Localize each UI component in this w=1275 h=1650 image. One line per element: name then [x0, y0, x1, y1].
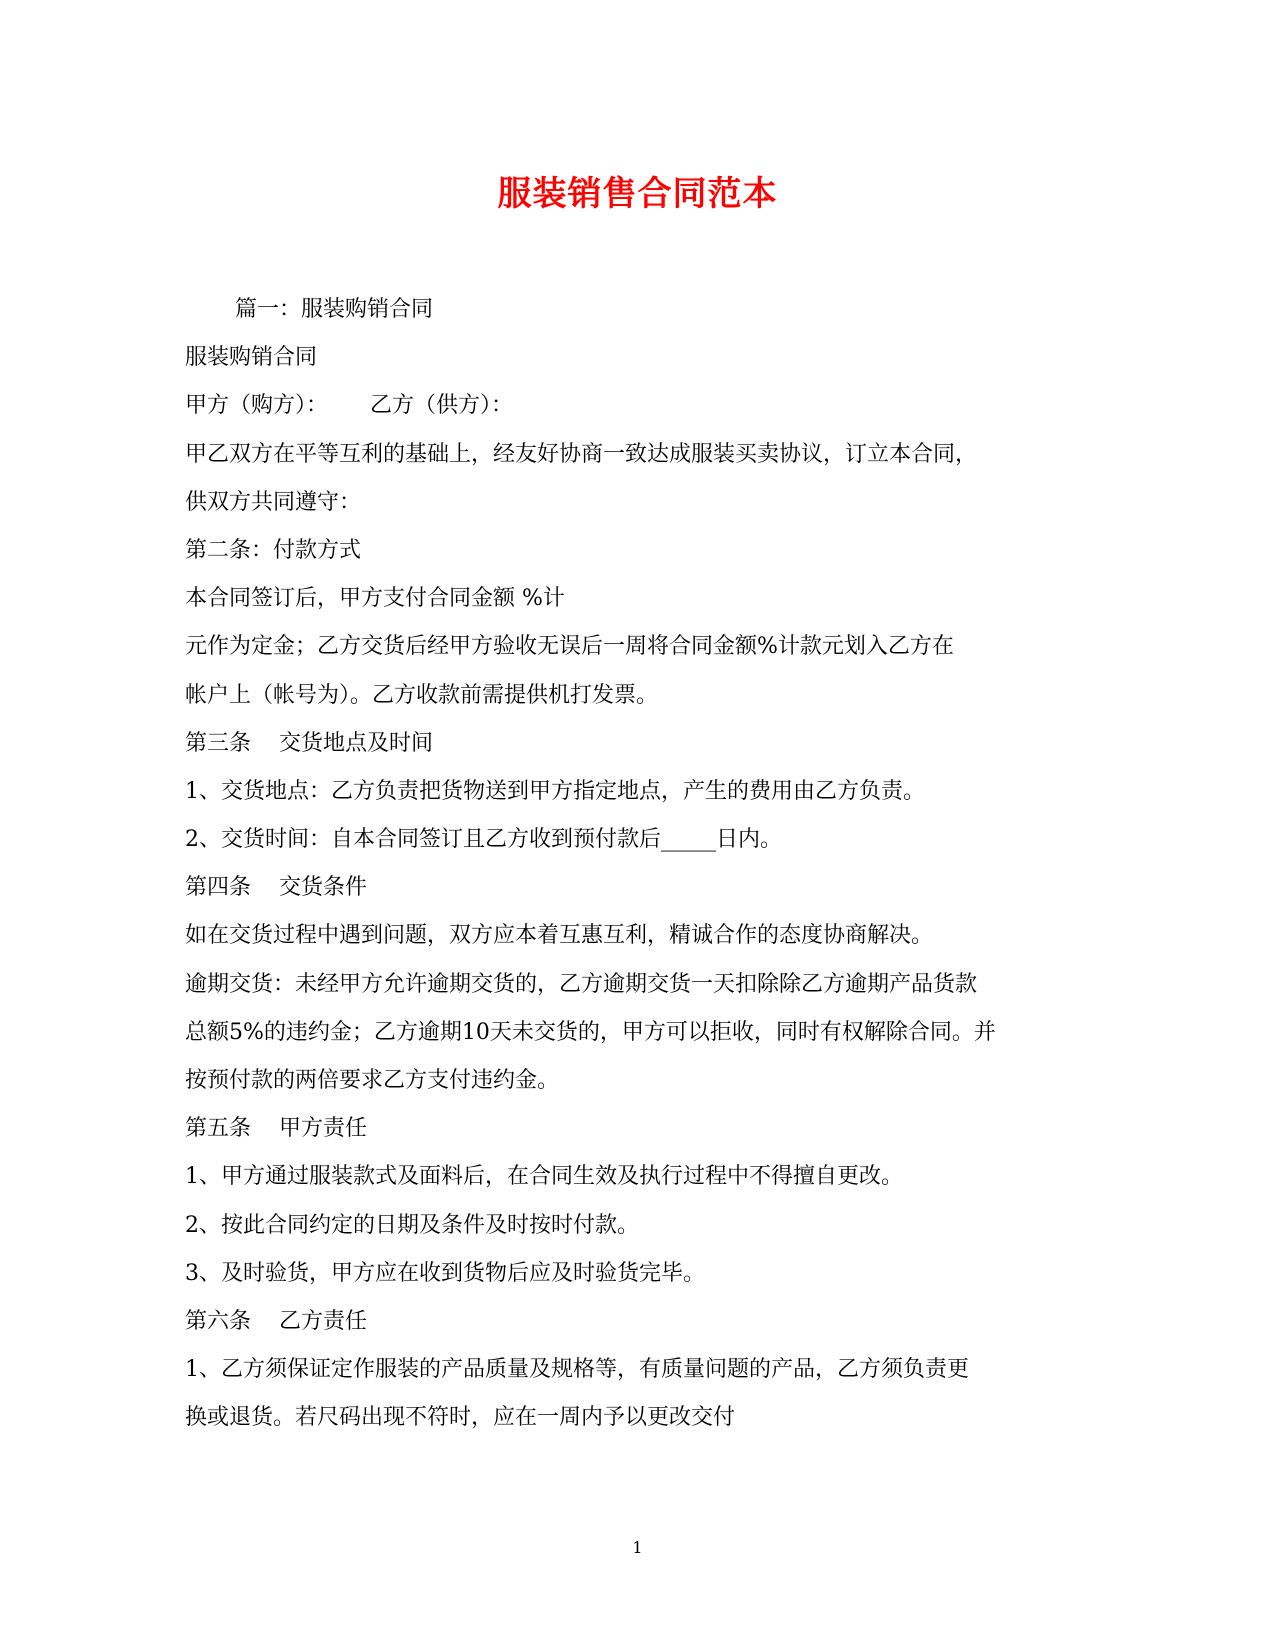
- parties-line: 甲方（购方）： 乙方（供方）：: [185, 393, 513, 419]
- paragraph-line: 供双方共同遵守：: [185, 489, 362, 515]
- list-item: 3、及时验货，甲方应在收到货物后应及时验货完毕。: [185, 1260, 705, 1286]
- paragraph-line: 如在交货过程中遇到问题，双方应本着互惠互利，精诚合作的态度协商解决。: [185, 923, 934, 949]
- page-number: 1: [632, 1538, 643, 1557]
- clause-heading: 第四条 交货条件: [185, 875, 367, 901]
- list-item: 1、乙方须保证定作服装的产品质量及规格等，有质量问题的产品，乙方须负责更: [185, 1357, 969, 1383]
- paragraph-line: 总额5%的违约金；乙方逾期10天未交货的，甲方可以拒收，同时有权解除合同。并: [185, 1019, 996, 1045]
- list-item: 2、交货时间：自本合同签订且乙方收到预付款后_____日内。: [185, 827, 782, 853]
- paragraph-line: 逾期交货：未经甲方允许逾期交货的，乙方逾期交货一天扣除除乙方逾期产品货款: [185, 971, 978, 997]
- document-title: 服装销售合同范本: [497, 174, 778, 214]
- clause-heading: 第六条 乙方责任: [185, 1308, 367, 1334]
- paragraph-line: 按预付款的两倍要求乙方支付违约金。: [185, 1068, 560, 1093]
- paragraph-line: 甲乙双方在平等互利的基础上，经友好协商一致达成服装买卖协议，订立本合同，: [185, 441, 978, 467]
- paragraph-line: 元作为定金；乙方交货后经甲方验收无误后一周将合同金额%计款元划入乙方在: [185, 634, 954, 660]
- clause-heading: 第三条 交货地点及时间: [185, 730, 433, 756]
- paragraph-line: 本合同签订后，甲方支付合同金额 %计: [185, 586, 565, 612]
- section-heading: 篇一：服装购销合同: [235, 297, 434, 322]
- clause-heading: 第五条 甲方责任: [185, 1116, 367, 1142]
- paragraph-line: 换或退货。若尺码出现不符时，应在一周内予以更改交付: [185, 1405, 736, 1431]
- list-item: 2、按此合同约定的日期及条件及时按时付款。: [185, 1212, 639, 1238]
- list-item: 1、交货地点：乙方负责把货物送到甲方指定地点，产生的费用由乙方负责。: [185, 778, 925, 804]
- list-item: 1、甲方通过服装款式及面料后，在合同生效及执行过程中不得擅自更改。: [185, 1164, 903, 1190]
- clause-heading: 第二条：付款方式: [185, 537, 362, 563]
- document-body: [185, 286, 1095, 1443]
- paragraph-line: 帐户上（帐号为）。乙方收款前需提供机打发票。: [185, 682, 659, 708]
- contract-title-line: 服装购销合同: [185, 345, 318, 371]
